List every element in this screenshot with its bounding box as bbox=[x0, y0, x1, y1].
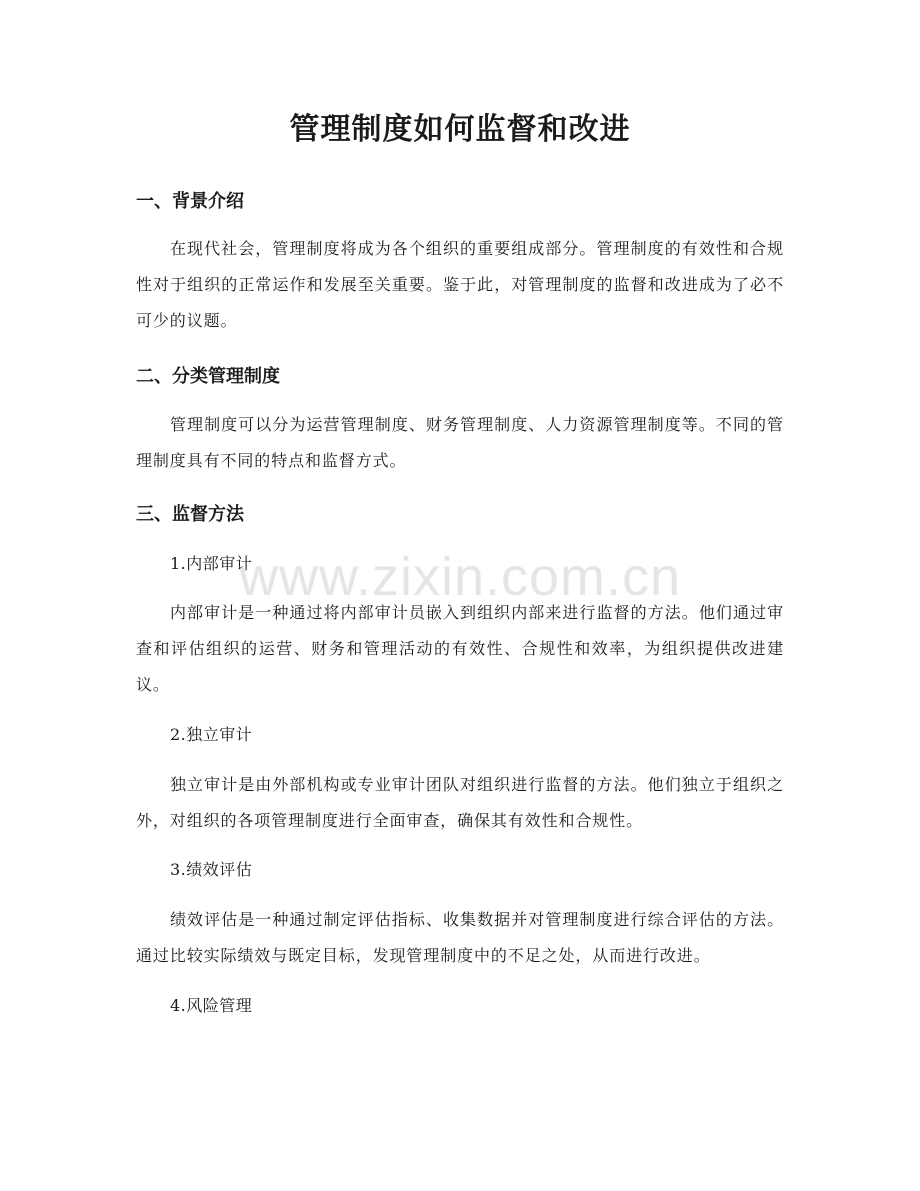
method-label-independent-audit: 2.独立审计 bbox=[170, 725, 253, 744]
watermark: www.zixin.com.cn bbox=[238, 547, 682, 607]
method-paragraph-performance-evaluation: 绩效评估是一种通过制定评估指标、收集数据并对管理制度进行综合评估的方法。通过比较实际绩效与既定目标，发现管理制度中的不足之处，从而进行改进。 bbox=[136, 910, 784, 965]
method-label-risk-management: 4.风险管理 bbox=[170, 996, 253, 1015]
section-heading-background: 一、背景介绍 bbox=[136, 191, 244, 212]
section-paragraph-background: 在现代社会，管理制度将成为各个组织的重要组成部分。管理制度的有效性和合规性对于组织的正常运作和发展至关重要。鉴于此，对管理制度的监督和改进成为了必不可少的议题。 bbox=[136, 239, 784, 330]
section-heading-methods: 三、监督方法 bbox=[136, 504, 244, 525]
page-title: 管理制度如何监督和改进 bbox=[289, 112, 631, 147]
method-paragraph-internal-audit: 内部审计是一种通过将内部审计员嵌入到组织内部来进行监督的方法。他们通过审查和评估组织的运营、财务和管理活动的有效性、合规性和效率，为组织提供改进建议。 bbox=[136, 603, 784, 694]
section-paragraph-categories: 管理制度可以分为运营管理制度、财务管理制度、人力资源管理制度等。不同的管理制度具有不同的特点和监督方式。 bbox=[136, 415, 784, 470]
section-heading-categories: 二、分类管理制度 bbox=[136, 366, 280, 387]
method-paragraph-independent-audit: 独立审计是由外部机构或专业审计团队对组织进行监督的方法。他们独立于组织之外，对组织的各项管理制度进行全面审查，确保其有效性和合规性。 bbox=[136, 775, 784, 830]
method-label-performance-evaluation: 3.绩效评估 bbox=[170, 860, 253, 879]
method-label-internal-audit: 1.内部审计 bbox=[170, 554, 253, 573]
